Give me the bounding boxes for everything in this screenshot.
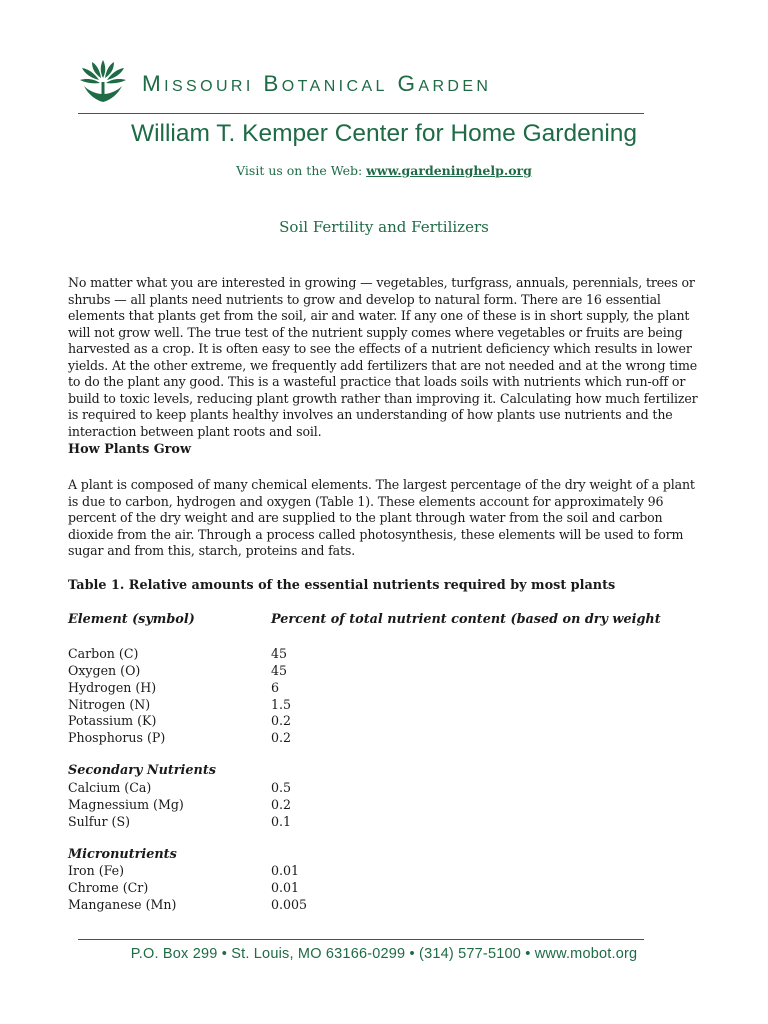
element-value: 0.01 (271, 863, 300, 878)
element-value: 0.005 (271, 897, 308, 912)
element-name: Chrome (Cr) (68, 880, 149, 895)
element-value: 1.5 (271, 697, 292, 712)
element-name: Carbon (C) (68, 646, 139, 661)
header-divider (78, 113, 644, 114)
section-paragraph: A plant is composed of many chemical elements. The largest percentage of the dry weight of a plant is due to carbon, hydrogen and oxygen (Table 1). These elements account for approximately 96 percent of the dry weight and are supplied to the plant through water from the soil and carbon dioxide from the air. Through a process called photosynthesis, these elements will be used to form sugar and from this, starch, proteins and fats. (68, 477, 695, 558)
element-value: 0.01 (271, 880, 300, 895)
element-value: 0.1 (271, 814, 292, 829)
element-value: 0.2 (271, 730, 292, 745)
element-name: Calcium (Ca) (68, 780, 152, 795)
element-name: Sulfur (S) (68, 814, 131, 829)
element-value: 6 (271, 680, 280, 695)
element-value: 0.5 (271, 780, 292, 795)
column-header-percent: Percent of total nutrient content (based on dry weight (271, 612, 661, 627)
element-value: 45 (271, 663, 288, 678)
element-value: 45 (271, 646, 288, 661)
visit-line (0, 163, 768, 178)
footer-divider (78, 939, 644, 940)
column-header-element: Element (symbol) (68, 612, 195, 627)
intro-paragraph: No matter what you are interested in growing — vegetables, turfgrass, annuals, perennials, trees or shrubs — all plants need nutrients to grow and develop to natural form. There are 16 essential elements that plants get from the soil, air and water. If any one of these is in short supply, the plant will not grow well. The true test of the nutrient supply comes where vegetables or fruits are being harvested as a crop. It is often easy to see the effects of a nutrient deficiency which results in lower yields. At the other extreme, we frequently add fertilizers that are not needed and at the wrong time to do the plant any good. This is a wasteful practice that loads soils with nutrients which run-off or build to toxic levels, reducing plant growth rather than improving it. Calculating how much fertilizer is required to keep plants healthy involves an understanding of how plants use nutrients and the interaction between plant roots and soil. (68, 275, 698, 439)
document-title: Soil Fertility and Fertilizers (279, 218, 489, 236)
center-name: William T. Kemper Center for Home Gardening (130, 120, 638, 147)
section-heading: How Plants Grow (68, 442, 191, 457)
element-name: Iron (Fe) (68, 863, 125, 878)
element-name: Oxygen (O) (68, 663, 141, 678)
element-name: Phosphorus (P) (68, 730, 166, 745)
footer-address: P.O. Box 299 • St. Louis, MO 63166-0299 • (314) 577-5100 • www.mobot.org (130, 946, 638, 962)
leaf-emblem-icon (78, 56, 128, 106)
element-name: Nitrogen (N) (68, 697, 151, 712)
logo-row (78, 56, 644, 106)
element-name: Potassium (K) (68, 713, 157, 728)
element-value: 0.2 (271, 713, 292, 728)
element-name: Magnessium (Mg) (68, 797, 184, 812)
micronutrients-label: Micronutrients (68, 847, 177, 862)
element-name: Hydrogen (H) (68, 680, 157, 695)
website-link[interactable]: www.gardeninghelp.org (366, 163, 532, 178)
element-name: Manganese (Mn) (68, 897, 177, 912)
table-caption: Table 1. Relative amounts of the essential nutrients required by most plants (68, 578, 616, 593)
secondary-nutrients-label: Secondary Nutrients (68, 763, 216, 778)
org-name: Missouri Botanical Garden (142, 71, 492, 96)
visit-prefix: Visit us on the Web: (236, 163, 367, 178)
element-value: 0.2 (271, 797, 292, 812)
letterhead (78, 56, 644, 106)
